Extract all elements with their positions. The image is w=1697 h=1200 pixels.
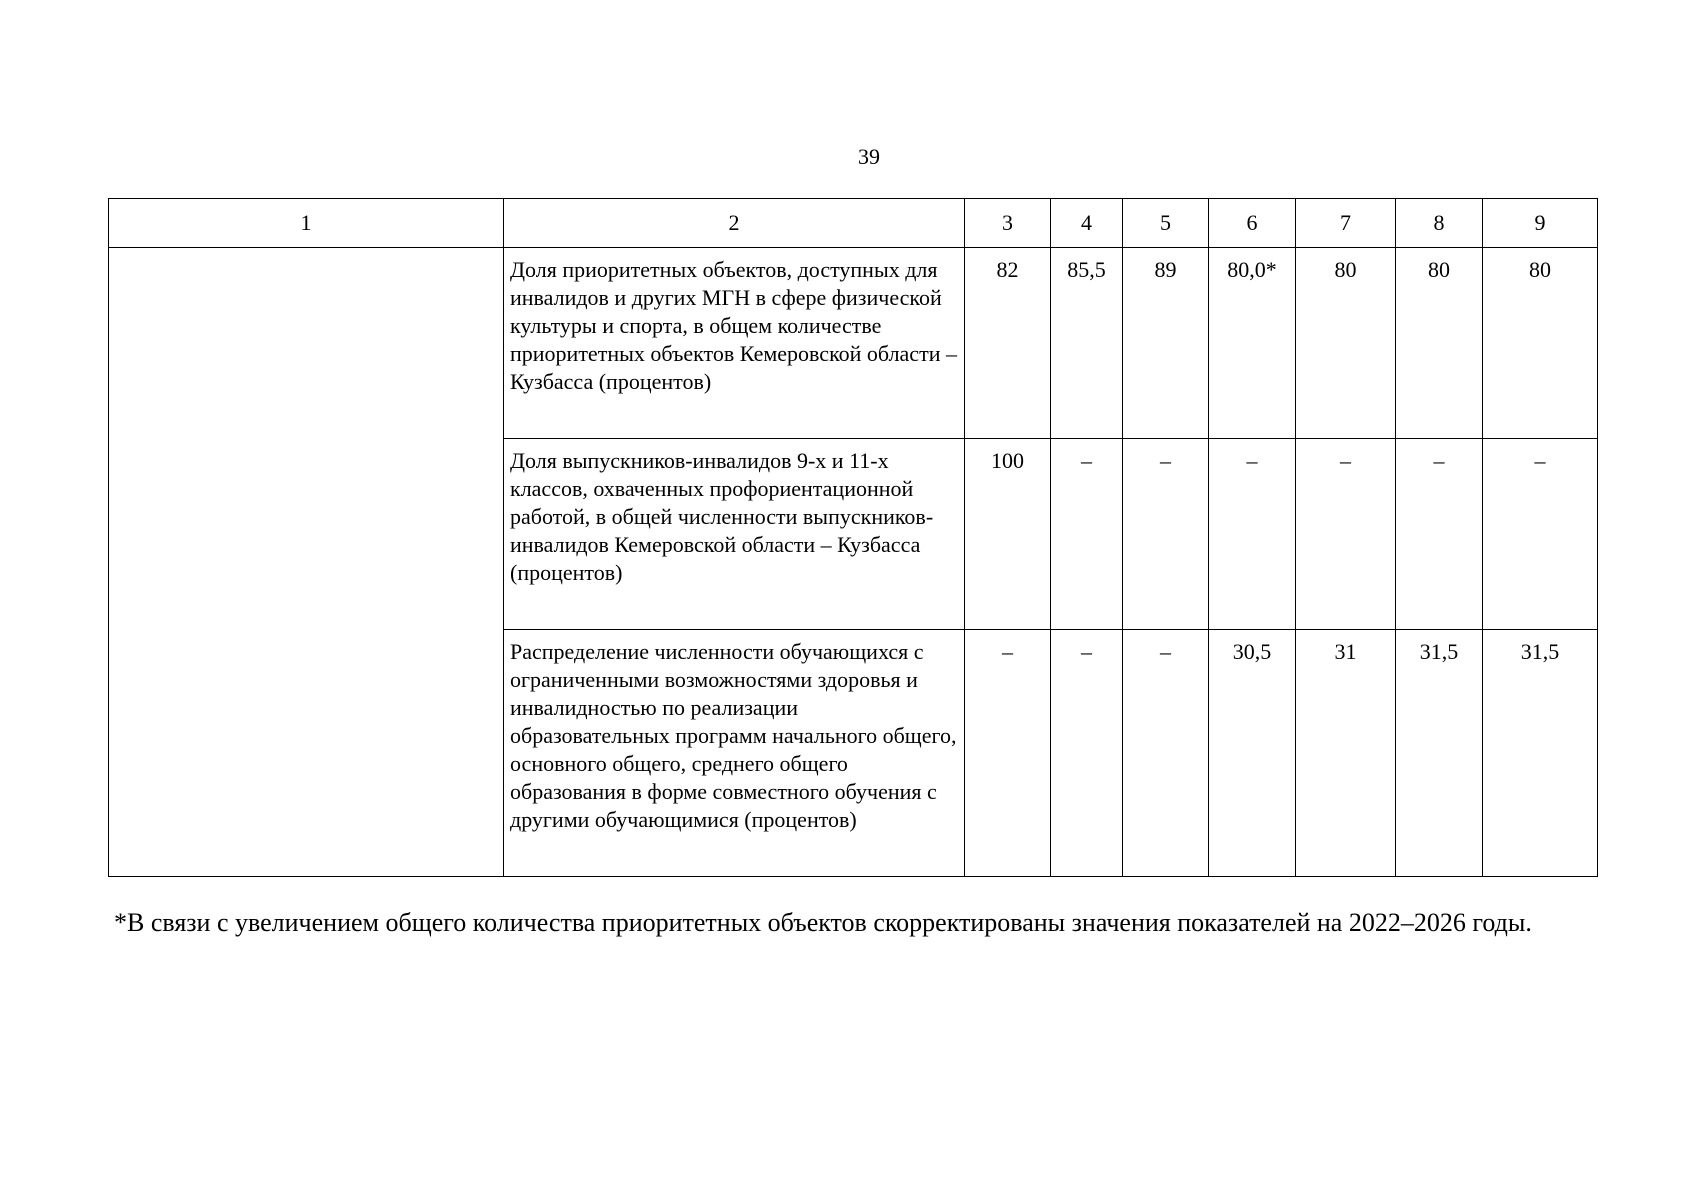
column-header-5: 5 bbox=[1123, 199, 1209, 248]
empty-first-column-cell bbox=[109, 248, 504, 877]
value-cell: – bbox=[1123, 439, 1209, 630]
footnote: *В связи с увеличением общего количества приоритетных объектов скорректированы значения показателей на 2022–2026 годы. bbox=[114, 908, 1532, 937]
value-cell: – bbox=[1051, 439, 1123, 630]
value-cell: – bbox=[965, 630, 1051, 877]
page-number: 39 bbox=[858, 144, 880, 169]
column-header-7: 7 bbox=[1296, 199, 1396, 248]
value-cell: – bbox=[1209, 439, 1296, 630]
value-cell: – bbox=[1051, 630, 1123, 877]
column-header-4: 4 bbox=[1051, 199, 1123, 248]
table-header-row bbox=[109, 199, 1598, 248]
indicator-name: Доля приоритетных объектов, доступных для инвалидов и других МГН в сфере физической культуры и спорта, в общем количестве приоритетных объектов Кемеровской области – Кузбасса (процентов) bbox=[504, 248, 965, 439]
value-cell: 80 bbox=[1296, 248, 1396, 439]
column-header-3: 3 bbox=[965, 199, 1051, 248]
value-cell: 82 bbox=[965, 248, 1051, 439]
value-cell: 31,5 bbox=[1396, 630, 1483, 877]
indicator-name: Распределение численности обучающихся с ограниченными возможностями здоровья и инвалидностью по реализации образовательных программ начального общего, основного общего, среднего общего образования в форме совместного обучения с другими обучающимися (процентов) bbox=[504, 630, 965, 877]
value-cell: – bbox=[1123, 630, 1209, 877]
value-cell: 31 bbox=[1296, 630, 1396, 877]
value-cell: – bbox=[1296, 439, 1396, 630]
value-cell: – bbox=[1483, 439, 1598, 630]
table-row bbox=[109, 248, 1598, 439]
column-header-1: 1 bbox=[109, 199, 504, 248]
value-cell: 31,5 bbox=[1483, 630, 1598, 877]
column-header-6: 6 bbox=[1209, 199, 1296, 248]
value-cell: 85,5 bbox=[1051, 248, 1123, 439]
value-cell: 80 bbox=[1396, 248, 1483, 439]
value-cell: 30,5 bbox=[1209, 630, 1296, 877]
value-cell: 80 bbox=[1483, 248, 1598, 439]
column-header-2: 2 bbox=[504, 199, 965, 248]
indicators-table bbox=[108, 198, 1598, 877]
column-header-8: 8 bbox=[1396, 199, 1483, 248]
value-cell: – bbox=[1396, 439, 1483, 630]
value-cell: 80,0* bbox=[1209, 248, 1296, 439]
indicator-name: Доля выпускников-инвалидов 9-х и 11-х классов, охваченных профориентационной работой, в общей численности выпускников-инвалидов Кемеровской области – Кузбасса (процентов) bbox=[504, 439, 965, 630]
value-cell: 89 bbox=[1123, 248, 1209, 439]
column-header-9: 9 bbox=[1483, 199, 1598, 248]
value-cell: 100 bbox=[965, 439, 1051, 630]
